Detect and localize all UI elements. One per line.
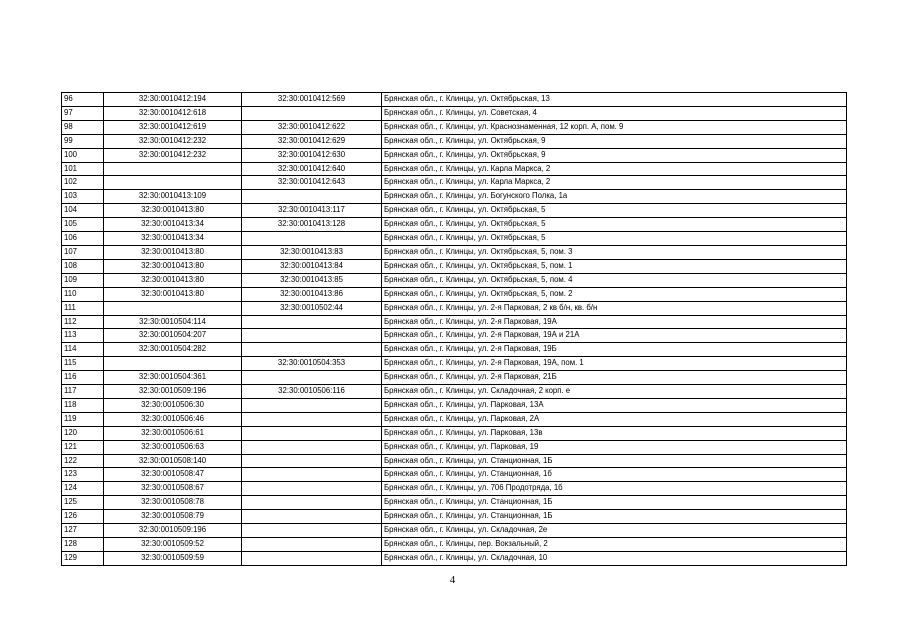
row-number-cell: 114 — [62, 343, 104, 357]
row-number-cell: 107 — [62, 245, 104, 259]
parent-cadastral-number-cell: 32:30:0010413:80 — [104, 259, 242, 273]
row-number-cell: 125 — [62, 496, 104, 510]
table-row — [62, 120, 847, 134]
parent-cadastral-number-cell: 32:30:0010506:46 — [104, 412, 242, 426]
cadastral-number-cell: 32:30:0010506:116 — [242, 385, 382, 399]
row-number-cell: 121 — [62, 440, 104, 454]
address-cell: Брянская обл., г. Клинцы, ул. Октябрьская, 5, пом. 4 — [382, 273, 847, 287]
address-cell: Брянская обл., г. Клинцы, ул. Советская, 4 — [382, 106, 847, 120]
table-row — [62, 468, 847, 482]
cadastral-number-cell — [242, 440, 382, 454]
address-cell: Брянская обл., г. Клинцы, ул. 2-я Парковая, 21Б — [382, 371, 847, 385]
cadastral-number-cell — [242, 454, 382, 468]
cadastral-number-cell — [242, 329, 382, 343]
parent-cadastral-number-cell: 32:30:0010506:63 — [104, 440, 242, 454]
parent-cadastral-number-cell: 32:30:0010412:232 — [104, 134, 242, 148]
address-cell: Брянская обл., г. Клинцы, ул. Октябрьская, 5 — [382, 232, 847, 246]
row-number-cell: 101 — [62, 162, 104, 176]
address-cell: Брянская обл., г. Клинцы, ул. Октябрьская, 9 — [382, 148, 847, 162]
parent-cadastral-number-cell: 32:30:0010413:80 — [104, 287, 242, 301]
parent-cadastral-number-cell: 32:30:0010509:196 — [104, 385, 242, 399]
table-row — [62, 496, 847, 510]
address-cell: Брянская обл., г. Клинцы, ул. Парковая, 19 — [382, 440, 847, 454]
address-cell: Брянская обл., г. Клинцы, ул. Октябрьская, 5 — [382, 204, 847, 218]
address-cell: Брянская обл., г. Клинцы, ул. 2-я Парковая, 2 кв б/н, кв. б/н — [382, 301, 847, 315]
cadastral-number-cell: 32:30:0010412:630 — [242, 148, 382, 162]
row-number-cell: 126 — [62, 510, 104, 524]
row-number-cell: 118 — [62, 398, 104, 412]
parent-cadastral-number-cell: 32:30:0010509:59 — [104, 551, 242, 565]
address-cell: Брянская обл., г. Клинцы, ул. Октябрьская, 5, пом. 1 — [382, 259, 847, 273]
table-row — [62, 134, 847, 148]
row-number-cell: 124 — [62, 482, 104, 496]
parent-cadastral-number-cell: 32:30:0010412:619 — [104, 120, 242, 134]
parent-cadastral-number-cell: 32:30:0010413:80 — [104, 204, 242, 218]
parent-cadastral-number-cell: 32:30:0010509:52 — [104, 538, 242, 552]
parent-cadastral-number-cell: 32:30:0010508:47 — [104, 468, 242, 482]
address-cell: Брянская обл., г. Клинцы, ул. Станционная, 1б — [382, 468, 847, 482]
row-number-cell: 105 — [62, 218, 104, 232]
parent-cadastral-number-cell: 32:30:0010412:194 — [104, 93, 242, 107]
cadastral-number-cell: 32:30:0010412:569 — [242, 93, 382, 107]
table-row — [62, 232, 847, 246]
address-cell: Брянская обл., г. Клинцы, ул. Станционная, 1Б — [382, 454, 847, 468]
row-number-cell: 111 — [62, 301, 104, 315]
address-cell: Брянская обл., г. Клинцы, ул. Октябрьская, 13 — [382, 93, 847, 107]
parent-cadastral-number-cell: 32:30:0010413:34 — [104, 218, 242, 232]
row-number-cell: 97 — [62, 106, 104, 120]
table-row — [62, 343, 847, 357]
cadastral-number-cell — [242, 106, 382, 120]
address-cell: Брянская обл., г. Клинцы, ул. 2-я Парковая, 19А — [382, 315, 847, 329]
address-cell: Брянская обл., г. Клинцы, ул. 706 Продотряда, 1б — [382, 482, 847, 496]
cadastral-number-cell: 32:30:0010412:629 — [242, 134, 382, 148]
row-number-cell: 106 — [62, 232, 104, 246]
cadastral-number-cell — [242, 538, 382, 552]
row-number-cell: 128 — [62, 538, 104, 552]
cadastral-number-cell — [242, 398, 382, 412]
table-row — [62, 440, 847, 454]
table-row — [62, 385, 847, 399]
table-row — [62, 218, 847, 232]
table-row — [62, 315, 847, 329]
parent-cadastral-number-cell: 32:30:0010413:80 — [104, 245, 242, 259]
cadastral-number-cell — [242, 551, 382, 565]
row-number-cell: 112 — [62, 315, 104, 329]
address-cell: Брянская обл., г. Клинцы, ул. Станционная, 1Б — [382, 496, 847, 510]
cadastral-registry-table — [61, 92, 847, 566]
parent-cadastral-number-cell: 32:30:0010504:114 — [104, 315, 242, 329]
table-row — [62, 551, 847, 565]
cadastral-number-cell: 32:30:0010412:622 — [242, 120, 382, 134]
parent-cadastral-number-cell: 32:30:0010508:67 — [104, 482, 242, 496]
address-cell: Брянская обл., г. Клинцы, ул. Богунского Полка, 1а — [382, 190, 847, 204]
table-row — [62, 510, 847, 524]
address-cell: Брянская обл., г. Клинцы, пер. Вокзальный, 2 — [382, 538, 847, 552]
table-row — [62, 245, 847, 259]
parent-cadastral-number-cell — [104, 162, 242, 176]
row-number-cell: 123 — [62, 468, 104, 482]
row-number-cell: 103 — [62, 190, 104, 204]
table-row — [62, 482, 847, 496]
row-number-cell: 99 — [62, 134, 104, 148]
cadastral-number-cell — [242, 343, 382, 357]
row-number-cell: 117 — [62, 385, 104, 399]
address-cell: Брянская обл., г. Клинцы, ул. Карла Маркса, 2 — [382, 176, 847, 190]
parent-cadastral-number-cell — [104, 357, 242, 371]
table-row — [62, 259, 847, 273]
row-number-cell: 116 — [62, 371, 104, 385]
table-row — [62, 371, 847, 385]
cadastral-number-cell: 32:30:0010504:353 — [242, 357, 382, 371]
address-cell: Брянская обл., г. Клинцы, ул. 2-я Парковая, 19А, пом. 1 — [382, 357, 847, 371]
cadastral-number-cell — [242, 190, 382, 204]
row-number-cell: 98 — [62, 120, 104, 134]
row-number-cell: 100 — [62, 148, 104, 162]
table-row — [62, 106, 847, 120]
table-row — [62, 524, 847, 538]
address-cell: Брянская обл., г. Клинцы, ул. Складочная, 10 — [382, 551, 847, 565]
address-cell: Брянская обл., г. Клинцы, ул. Краснознаменная, 12 корп. А, пом. 9 — [382, 120, 847, 134]
row-number-cell: 109 — [62, 273, 104, 287]
parent-cadastral-number-cell: 32:30:0010412:232 — [104, 148, 242, 162]
cadastral-number-cell: 32:30:0010413:117 — [242, 204, 382, 218]
table-row — [62, 148, 847, 162]
cadastral-number-cell — [242, 496, 382, 510]
row-number-cell: 119 — [62, 412, 104, 426]
parent-cadastral-number-cell: 32:30:0010506:61 — [104, 426, 242, 440]
parent-cadastral-number-cell: 32:30:0010504:282 — [104, 343, 242, 357]
cadastral-number-cell — [242, 426, 382, 440]
cadastral-number-cell — [242, 482, 382, 496]
table-row — [62, 204, 847, 218]
cadastral-number-cell: 32:30:0010413:128 — [242, 218, 382, 232]
address-cell: Брянская обл., г. Клинцы, ул. Парковая, 13А — [382, 398, 847, 412]
page-number: 4 — [449, 574, 456, 586]
table-row — [62, 301, 847, 315]
parent-cadastral-number-cell: 32:30:0010413:80 — [104, 273, 242, 287]
cadastral-number-cell: 32:30:0010412:643 — [242, 176, 382, 190]
cadastral-number-cell — [242, 315, 382, 329]
row-number-cell: 122 — [62, 454, 104, 468]
parent-cadastral-number-cell — [104, 176, 242, 190]
cadastral-number-cell — [242, 468, 382, 482]
cadastral-number-cell — [242, 371, 382, 385]
row-number-cell: 129 — [62, 551, 104, 565]
row-number-cell: 96 — [62, 93, 104, 107]
cadastral-number-cell: 32:30:0010413:86 — [242, 287, 382, 301]
address-cell: Брянская обл., г. Клинцы, ул. Карла Маркса, 2 — [382, 162, 847, 176]
row-number-cell: 115 — [62, 357, 104, 371]
cadastral-number-cell: 32:30:0010413:83 — [242, 245, 382, 259]
address-cell: Брянская обл., г. Клинцы, ул. Парковая, 2А — [382, 412, 847, 426]
parent-cadastral-number-cell: 32:30:0010508:78 — [104, 496, 242, 510]
row-number-cell: 110 — [62, 287, 104, 301]
parent-cadastral-number-cell: 32:30:0010509:196 — [104, 524, 242, 538]
row-number-cell: 102 — [62, 176, 104, 190]
row-number-cell: 108 — [62, 259, 104, 273]
table-row — [62, 93, 847, 107]
parent-cadastral-number-cell: 32:30:0010508:79 — [104, 510, 242, 524]
parent-cadastral-number-cell: 32:30:0010412:618 — [104, 106, 242, 120]
row-number-cell: 104 — [62, 204, 104, 218]
table-row — [62, 176, 847, 190]
cadastral-number-cell — [242, 412, 382, 426]
registry-table-body — [62, 93, 847, 566]
cadastral-number-cell — [242, 232, 382, 246]
parent-cadastral-number-cell: 32:30:0010508:140 — [104, 454, 242, 468]
address-cell: Брянская обл., г. Клинцы, ул. Парковая, 13в — [382, 426, 847, 440]
address-cell: Брянская обл., г. Клинцы, ул. Октябрьская, 5, пом. 2 — [382, 287, 847, 301]
parent-cadastral-number-cell: 32:30:0010413:34 — [104, 232, 242, 246]
table-row — [62, 538, 847, 552]
row-number-cell: 127 — [62, 524, 104, 538]
parent-cadastral-number-cell — [104, 301, 242, 315]
cadastral-number-cell: 32:30:0010413:85 — [242, 273, 382, 287]
table-row — [62, 426, 847, 440]
table-row — [62, 357, 847, 371]
row-number-cell: 120 — [62, 426, 104, 440]
address-cell: Брянская обл., г. Клинцы, ул. Станционная, 1Б — [382, 510, 847, 524]
parent-cadastral-number-cell: 32:30:0010504:207 — [104, 329, 242, 343]
table-row — [62, 273, 847, 287]
cadastral-number-cell: 32:30:0010413:84 — [242, 259, 382, 273]
table-row — [62, 454, 847, 468]
parent-cadastral-number-cell: 32:30:0010504:361 — [104, 371, 242, 385]
address-cell: Брянская обл., г. Клинцы, ул. 2-я Парковая, 19Б — [382, 343, 847, 357]
address-cell: Брянская обл., г. Клинцы, ул. Октябрьская, 9 — [382, 134, 847, 148]
cadastral-number-cell: 32:30:0010502:44 — [242, 301, 382, 315]
table-row — [62, 412, 847, 426]
table-row — [62, 329, 847, 343]
address-cell: Брянская обл., г. Клинцы, ул. 2-я Парковая, 19А и 21А — [382, 329, 847, 343]
table-row — [62, 287, 847, 301]
cadastral-number-cell: 32:30:0010412:640 — [242, 162, 382, 176]
parent-cadastral-number-cell: 32:30:0010413:109 — [104, 190, 242, 204]
table-row — [62, 398, 847, 412]
row-number-cell: 113 — [62, 329, 104, 343]
table-row — [62, 162, 847, 176]
address-cell: Брянская обл., г. Клинцы, ул. Октябрьская, 5 — [382, 218, 847, 232]
address-cell: Брянская обл., г. Клинцы, ул. Складочная, 2е — [382, 524, 847, 538]
cadastral-number-cell — [242, 510, 382, 524]
address-cell: Брянская обл., г. Клинцы, ул. Октябрьская, 5, пом. 3 — [382, 245, 847, 259]
cadastral-number-cell — [242, 524, 382, 538]
address-cell: Брянская обл., г. Клинцы, ул. Складочная, 2 корп. е — [382, 385, 847, 399]
parent-cadastral-number-cell: 32:30:0010506:30 — [104, 398, 242, 412]
table-row — [62, 190, 847, 204]
